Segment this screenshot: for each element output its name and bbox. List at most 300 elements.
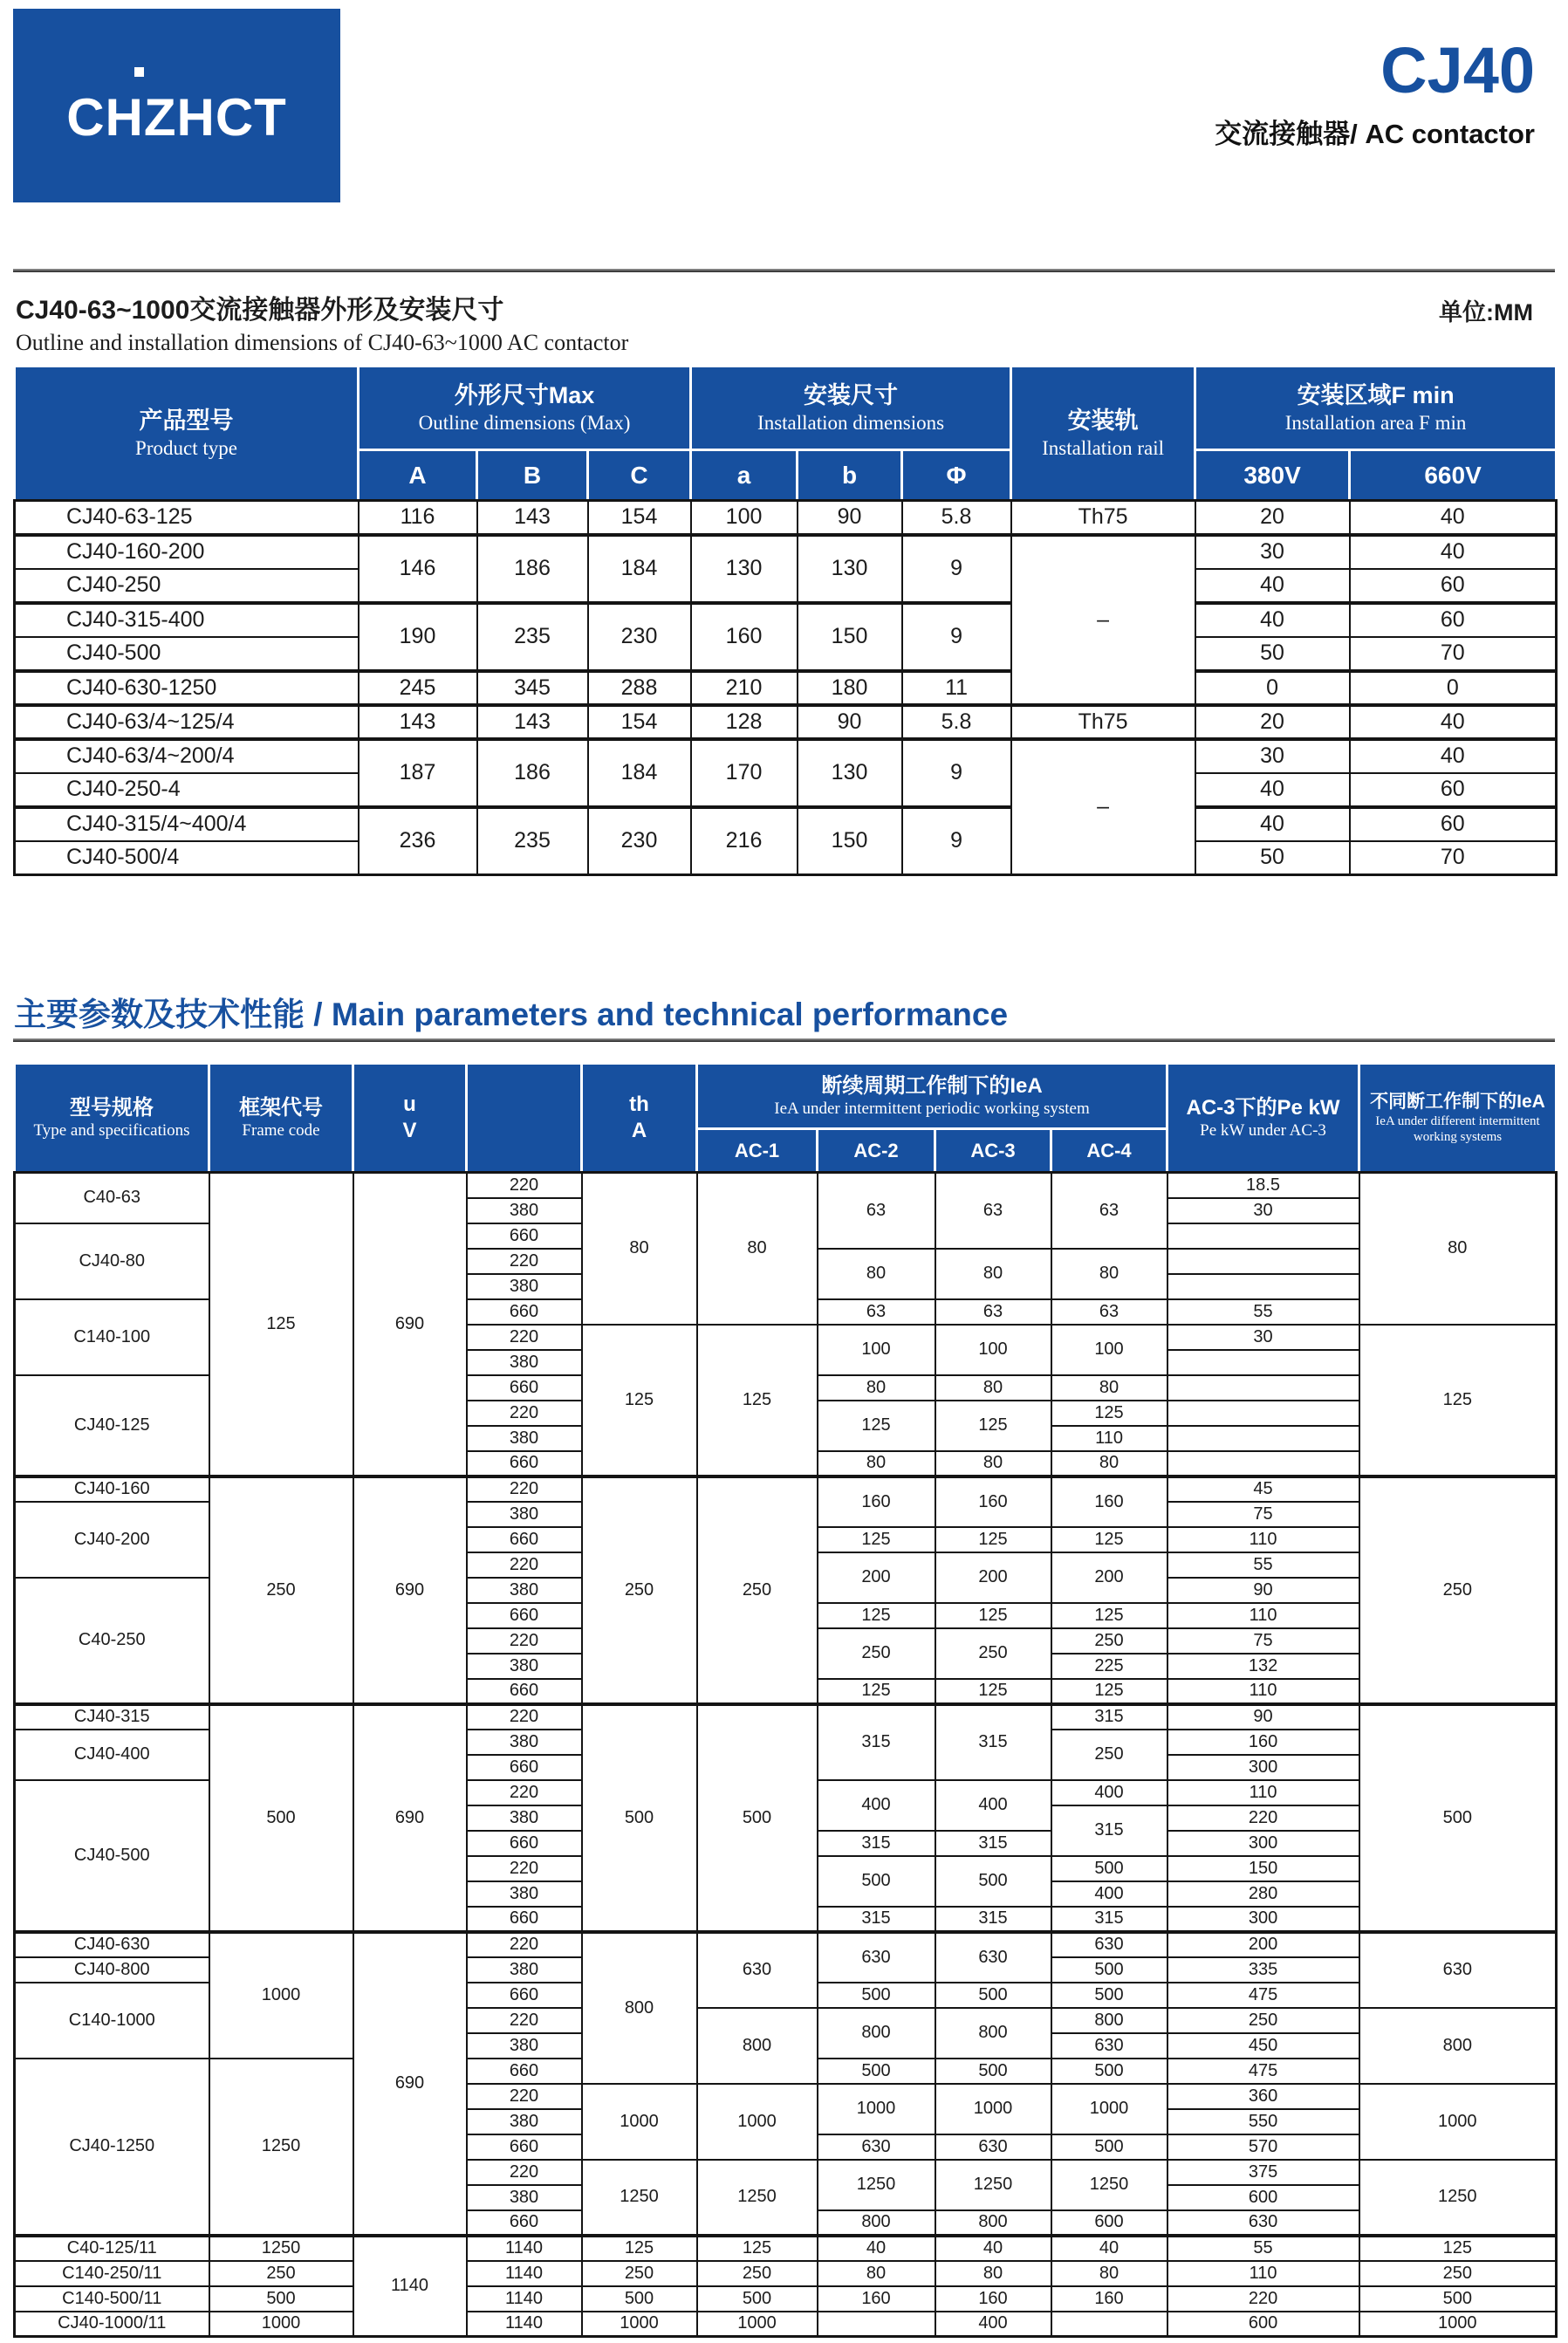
cell: 380 bbox=[467, 1730, 582, 1755]
cell: 132 bbox=[1167, 1654, 1359, 1679]
param-row-31 bbox=[15, 1932, 1557, 1957]
cell: 220 bbox=[467, 1401, 582, 1426]
cell: 190 bbox=[359, 603, 477, 671]
group-intermittent-zh: 断续周期工作制下的IeA bbox=[821, 1073, 1043, 1098]
col-ith-line2: A bbox=[631, 1119, 647, 1142]
group-intermittent-en: IeA under intermittent periodic working system bbox=[774, 1099, 1090, 1118]
cell: 60 bbox=[1350, 603, 1557, 637]
cell: 1000 bbox=[582, 2312, 697, 2337]
cell: 125 bbox=[697, 2236, 818, 2261]
cell: 160 bbox=[1051, 1476, 1167, 1527]
cell: 380 bbox=[467, 1654, 582, 1679]
cell: 500 bbox=[582, 1704, 697, 1932]
cell: CJ40-200 bbox=[15, 1502, 209, 1578]
group-area-zh: 安装区域F min bbox=[1297, 381, 1455, 408]
cell: 450 bbox=[1167, 2033, 1359, 2059]
cell: 80 bbox=[1051, 1451, 1167, 1476]
cell: 100 bbox=[691, 501, 798, 535]
cell: 11 bbox=[902, 671, 1011, 705]
cell: 154 bbox=[588, 501, 691, 535]
dimensions-table-wrap bbox=[13, 365, 1558, 876]
cell: 380 bbox=[467, 1198, 582, 1223]
cell: 500 bbox=[935, 2059, 1051, 2084]
cell: 63 bbox=[1051, 1173, 1167, 1249]
cell: 400 bbox=[818, 1780, 935, 1831]
cell: 600 bbox=[1051, 2210, 1167, 2236]
param-row-45 bbox=[15, 2286, 1557, 2312]
col-380v: 380V bbox=[1195, 450, 1350, 501]
cell: 1250 bbox=[209, 2059, 353, 2236]
cell: 5.8 bbox=[902, 501, 1011, 535]
cell: 690 bbox=[353, 1476, 467, 1704]
cell: 125 bbox=[818, 1603, 935, 1628]
cell: 220 bbox=[467, 2160, 582, 2185]
brand-logo-text: CHZHCT bbox=[66, 87, 287, 147]
cell: 116 bbox=[359, 501, 477, 535]
cell: 380 bbox=[467, 1502, 582, 1527]
cell bbox=[1167, 1350, 1359, 1375]
param-header-row-1 bbox=[15, 1064, 1557, 1129]
cell: 80 bbox=[935, 2261, 1051, 2286]
cell: CJ40-250 bbox=[15, 569, 359, 603]
cell: 315 bbox=[935, 1907, 1051, 1932]
cell: 200 bbox=[935, 1552, 1051, 1603]
col-product-type bbox=[15, 367, 359, 501]
cell: 600 bbox=[1167, 2312, 1359, 2337]
col-type-spec-zh: 型号规格 bbox=[70, 1095, 154, 1120]
cell: CJ40-160 bbox=[15, 1476, 209, 1502]
cell: CJ40-630 bbox=[15, 1932, 209, 1957]
cell: 220 bbox=[1167, 1805, 1359, 1831]
cell: 60 bbox=[1350, 569, 1557, 603]
cell: 500 bbox=[209, 1704, 353, 1932]
cell: 143 bbox=[477, 705, 588, 739]
cell: 110 bbox=[1167, 2261, 1359, 2286]
cell: 250 bbox=[209, 1476, 353, 1704]
cell: 160 bbox=[1051, 2286, 1167, 2312]
cell: 160 bbox=[818, 1476, 935, 1527]
cell: CJ40-160-200 bbox=[15, 535, 359, 569]
cell: 75 bbox=[1167, 1628, 1359, 1654]
cell: 225 bbox=[1051, 1654, 1167, 1679]
param-row-46 bbox=[15, 2312, 1557, 2337]
cell: 9 bbox=[902, 535, 1011, 603]
section1-title-en: Outline and installation dimensions of CJ40-63~1000 AC contactor bbox=[16, 330, 629, 355]
cell: 110 bbox=[1167, 1780, 1359, 1805]
cell: 220 bbox=[467, 1325, 582, 1350]
cell: 80 bbox=[1359, 1173, 1557, 1325]
cell: 200 bbox=[818, 1552, 935, 1603]
cell: 146 bbox=[359, 535, 477, 603]
cell: 250 bbox=[935, 1628, 1051, 1679]
cell: 160 bbox=[1167, 1730, 1359, 1755]
cell: 690 bbox=[353, 1173, 467, 1476]
cell: 500 bbox=[1359, 2286, 1557, 2312]
cell: 63 bbox=[935, 1299, 1051, 1325]
cell: 550 bbox=[1167, 2109, 1359, 2134]
cell: CJ40-250-4 bbox=[15, 773, 359, 807]
cell: 475 bbox=[1167, 1983, 1359, 2008]
cell: 380 bbox=[467, 2109, 582, 2134]
cell: 40 bbox=[1350, 705, 1557, 739]
cell: 315 bbox=[818, 1907, 935, 1932]
cell: 660 bbox=[467, 1907, 582, 1932]
cell: 110 bbox=[1167, 1527, 1359, 1552]
cell: CJ40-80 bbox=[15, 1223, 209, 1299]
cell: 200 bbox=[1051, 1552, 1167, 1603]
cell: 500 bbox=[1359, 1704, 1557, 1932]
cell bbox=[1167, 1249, 1359, 1274]
cell: 380 bbox=[467, 2033, 582, 2059]
col-b: b bbox=[798, 450, 902, 501]
cell: 125 bbox=[935, 1401, 1051, 1451]
cell: 800 bbox=[1359, 2008, 1557, 2084]
cell: 45 bbox=[1167, 1476, 1359, 1502]
dim-row-2 bbox=[15, 535, 1557, 569]
cell: 30 bbox=[1195, 739, 1350, 773]
cell: C40-250 bbox=[15, 1578, 209, 1704]
cell: CJ40-500/4 bbox=[15, 841, 359, 875]
cell: CJ40-315-400 bbox=[15, 603, 359, 637]
cell: 125 bbox=[1051, 1679, 1167, 1704]
cell: 20 bbox=[1195, 501, 1350, 535]
cell: 315 bbox=[935, 1704, 1051, 1780]
cell: Th75 bbox=[1011, 705, 1195, 739]
dim-table-body bbox=[15, 501, 1557, 875]
cell: 380 bbox=[467, 1426, 582, 1451]
cell: 154 bbox=[588, 705, 691, 739]
cell: 630 bbox=[1359, 1932, 1557, 2008]
cell: C140-1000 bbox=[15, 1983, 209, 2059]
cell: 500 bbox=[1051, 1856, 1167, 1881]
dim-row-7 bbox=[15, 705, 1557, 739]
cell: 9 bbox=[902, 739, 1011, 807]
col-a: a bbox=[691, 450, 798, 501]
group-outline bbox=[359, 367, 691, 450]
cell: 186 bbox=[477, 739, 588, 807]
divider-middle bbox=[13, 1038, 1555, 1042]
cell: 130 bbox=[798, 739, 902, 807]
param-row-43 bbox=[15, 2236, 1557, 2261]
cell: 90 bbox=[798, 705, 902, 739]
col-rail-en: Installation rail bbox=[1042, 436, 1164, 459]
dimensions-table bbox=[13, 365, 1558, 876]
cell: 125 bbox=[209, 1173, 353, 1476]
cell: 1250 bbox=[935, 2160, 1051, 2210]
cell: 250 bbox=[1051, 1628, 1167, 1654]
cell: CJ40-125 bbox=[15, 1375, 209, 1476]
cell: 40 bbox=[1195, 773, 1350, 807]
cell: 220 bbox=[467, 1628, 582, 1654]
cell: 160 bbox=[935, 1476, 1051, 1527]
cell: 125 bbox=[1359, 1325, 1557, 1476]
cell: 800 bbox=[935, 2008, 1051, 2059]
cell: 160 bbox=[818, 2286, 935, 2312]
cell: 186 bbox=[477, 535, 588, 603]
cell: 90 bbox=[1167, 1578, 1359, 1603]
cell: CJ40-500 bbox=[15, 1780, 209, 1932]
param-row-13 bbox=[15, 1476, 1557, 1502]
cell: 690 bbox=[353, 1932, 467, 2236]
cell: 100 bbox=[1051, 1325, 1167, 1375]
cell: 125 bbox=[697, 1325, 818, 1476]
cell: 1250 bbox=[818, 2160, 935, 2210]
cell: 315 bbox=[935, 1831, 1051, 1856]
cell: 500 bbox=[818, 1856, 935, 1907]
param-row-22 bbox=[15, 1704, 1557, 1730]
cell: 500 bbox=[818, 1983, 935, 2008]
cell: 220 bbox=[467, 1552, 582, 1578]
cell: 1250 bbox=[1051, 2160, 1167, 2210]
cell: 1000 bbox=[1359, 2084, 1557, 2160]
cell: 500 bbox=[582, 2286, 697, 2312]
cell: 9 bbox=[902, 807, 1011, 875]
dim-row-1 bbox=[15, 501, 1557, 535]
cell: 40 bbox=[1350, 739, 1557, 773]
cell: 630 bbox=[1167, 2210, 1359, 2236]
cell: Th75 bbox=[1011, 501, 1195, 535]
cell: 30 bbox=[1167, 1325, 1359, 1350]
cell: 280 bbox=[1167, 1881, 1359, 1907]
cell: 110 bbox=[1167, 1603, 1359, 1628]
cell: 40 bbox=[1195, 807, 1350, 841]
cell: 630 bbox=[818, 2134, 935, 2160]
cell: 125 bbox=[935, 1679, 1051, 1704]
cell: 690 bbox=[353, 1704, 467, 1932]
cell: 184 bbox=[588, 535, 691, 603]
cell: 55 bbox=[1167, 1299, 1359, 1325]
cell: 110 bbox=[1051, 1426, 1167, 1451]
cell: 40 bbox=[818, 2236, 935, 2261]
cell: 570 bbox=[1167, 2134, 1359, 2160]
col-ith-line1: th bbox=[629, 1093, 649, 1116]
cell: 80 bbox=[582, 1173, 697, 1325]
cell: C40-63 bbox=[15, 1173, 209, 1223]
cell: 30 bbox=[1195, 535, 1350, 569]
cell: CJ40-800 bbox=[15, 1957, 209, 1983]
group-install-en: Installation dimensions bbox=[757, 411, 945, 434]
cell: 9 bbox=[902, 603, 1011, 671]
cell: 500 bbox=[935, 1983, 1051, 2008]
cell: 630 bbox=[697, 1932, 818, 2008]
param-table-body bbox=[15, 1173, 1557, 2337]
cell: 660 bbox=[467, 1603, 582, 1628]
cell: 345 bbox=[477, 671, 588, 705]
cell: 184 bbox=[588, 739, 691, 807]
cell bbox=[1167, 1223, 1359, 1249]
section1-title bbox=[16, 288, 628, 356]
cell: 63 bbox=[935, 1173, 1051, 1249]
group-intermittent bbox=[697, 1064, 1167, 1129]
title-block bbox=[1215, 34, 1535, 151]
cell: 75 bbox=[1167, 1502, 1359, 1527]
cell: 125 bbox=[1359, 2236, 1557, 2261]
cell: 80 bbox=[1051, 1375, 1167, 1401]
cell: 400 bbox=[1051, 1881, 1167, 1907]
cell: 1000 bbox=[697, 2312, 818, 2337]
cell: 1000 bbox=[935, 2084, 1051, 2134]
cell: 50 bbox=[1195, 841, 1350, 875]
col-type-spec bbox=[15, 1064, 209, 1173]
cell: 500 bbox=[697, 2286, 818, 2312]
cell: 250 bbox=[582, 2261, 697, 2286]
dim-row-10 bbox=[15, 807, 1557, 841]
cell: 0 bbox=[1350, 671, 1557, 705]
cell: 125 bbox=[582, 2236, 697, 2261]
cell: 300 bbox=[1167, 1831, 1359, 1856]
cell: 660 bbox=[467, 1755, 582, 1780]
cell: 40 bbox=[1195, 603, 1350, 637]
dim-row-8 bbox=[15, 739, 1557, 773]
cell: CJ40-1250 bbox=[15, 2059, 209, 2236]
cell: 80 bbox=[1051, 1249, 1167, 1299]
cell: 60 bbox=[1350, 807, 1557, 841]
cell: 400 bbox=[935, 2312, 1051, 2337]
col-pe-zh: AC-3下的Pe kW bbox=[1186, 1095, 1340, 1120]
cell: 80 bbox=[818, 2261, 935, 2286]
col-660v: 660V bbox=[1350, 450, 1557, 501]
col-ac4: AC-4 bbox=[1051, 1129, 1167, 1173]
cell: 40 bbox=[1195, 569, 1350, 603]
col-A: A bbox=[359, 450, 477, 501]
brand-logo-box bbox=[13, 9, 340, 202]
cell: C40-125/11 bbox=[15, 2236, 209, 2261]
cell: 40 bbox=[1051, 2236, 1167, 2261]
cell: 250 bbox=[1359, 2261, 1557, 2286]
dim-row-4 bbox=[15, 603, 1557, 637]
group-area bbox=[1195, 367, 1557, 450]
cell: 80 bbox=[818, 1375, 935, 1401]
param-row-44 bbox=[15, 2261, 1557, 2286]
cell: 125 bbox=[582, 1325, 697, 1476]
cell: 1140 bbox=[353, 2236, 467, 2337]
cell: 150 bbox=[798, 603, 902, 671]
cell bbox=[1167, 1451, 1359, 1476]
cell: 143 bbox=[359, 705, 477, 739]
unit-note: 单位:MM bbox=[1439, 299, 1533, 325]
cell: 220 bbox=[467, 1249, 582, 1274]
cell: 1140 bbox=[467, 2236, 582, 2261]
cell: 128 bbox=[691, 705, 798, 739]
cell: 1000 bbox=[209, 2312, 353, 2337]
cell: 250 bbox=[1051, 1730, 1167, 1780]
cell: 100 bbox=[935, 1325, 1051, 1375]
col-rail bbox=[1011, 367, 1195, 501]
cell: 660 bbox=[467, 1527, 582, 1552]
col-ie-different-en: IeA under different intermittent working systems bbox=[1375, 1114, 1540, 1145]
cell: 125 bbox=[935, 1603, 1051, 1628]
cell: 250 bbox=[697, 2261, 818, 2286]
cell: 220 bbox=[467, 1173, 582, 1198]
cell: 315 bbox=[1051, 1805, 1167, 1856]
cell: CJ40-500 bbox=[15, 637, 359, 671]
cell: 125 bbox=[1051, 1603, 1167, 1628]
cell: 250 bbox=[1167, 2008, 1359, 2033]
cell: 800 bbox=[818, 2210, 935, 2236]
parameters-table bbox=[13, 1062, 1558, 2338]
col-C: C bbox=[588, 450, 691, 501]
cell: 380 bbox=[467, 1578, 582, 1603]
cell: 100 bbox=[818, 1325, 935, 1375]
cell: 235 bbox=[477, 807, 588, 875]
cell: CJ40-630-1250 bbox=[15, 671, 359, 705]
cell: 63 bbox=[818, 1299, 935, 1325]
cell: 125 bbox=[818, 1679, 935, 1704]
cell: 300 bbox=[1167, 1907, 1359, 1932]
group-area-en: Installation area F min bbox=[1284, 411, 1467, 434]
cell: 1000 bbox=[818, 2084, 935, 2134]
cell: 216 bbox=[691, 807, 798, 875]
cell: 125 bbox=[818, 1527, 935, 1552]
cell: 1250 bbox=[209, 2236, 353, 2261]
cell: 380 bbox=[467, 1881, 582, 1907]
cell: 660 bbox=[467, 1679, 582, 1704]
group-outline-zh: 外形尺寸Max bbox=[454, 381, 595, 408]
cell: 660 bbox=[467, 1983, 582, 2008]
cell: 250 bbox=[818, 1628, 935, 1679]
cell bbox=[1167, 1274, 1359, 1299]
cell: 1250 bbox=[697, 2160, 818, 2236]
cell: 80 bbox=[818, 1249, 935, 1299]
cell: 1000 bbox=[582, 2084, 697, 2160]
col-voltage-blank bbox=[467, 1064, 582, 1173]
cell: 40 bbox=[1350, 501, 1557, 535]
cell: 250 bbox=[209, 2261, 353, 2286]
cell: 1000 bbox=[1359, 2312, 1557, 2337]
cell: 55 bbox=[1167, 2236, 1359, 2261]
cell: 220 bbox=[467, 1476, 582, 1502]
cell: 1140 bbox=[467, 2261, 582, 2286]
cell: 630 bbox=[818, 1932, 935, 1983]
cell: 500 bbox=[1051, 1983, 1167, 2008]
col-frame-code-zh: 框架代号 bbox=[239, 1095, 323, 1120]
cell: 125 bbox=[1051, 1401, 1167, 1426]
cell: 475 bbox=[1167, 2059, 1359, 2084]
cell: 800 bbox=[818, 2008, 935, 2059]
group-install bbox=[691, 367, 1011, 450]
cell: 90 bbox=[1167, 1704, 1359, 1730]
cell: 130 bbox=[691, 535, 798, 603]
cell: 1000 bbox=[209, 1932, 353, 2059]
cell: 380 bbox=[467, 1274, 582, 1299]
cell: 125 bbox=[1051, 1527, 1167, 1552]
cell: 400 bbox=[1051, 1780, 1167, 1805]
col-phi: Φ bbox=[902, 450, 1011, 501]
cell: 187 bbox=[359, 739, 477, 807]
cell: CJ40-400 bbox=[15, 1730, 209, 1780]
cell: 143 bbox=[477, 501, 588, 535]
col-ue-line1: u bbox=[403, 1093, 416, 1116]
cell: 170 bbox=[691, 739, 798, 807]
cell bbox=[1167, 1426, 1359, 1451]
cell: CJ40-315/4~400/4 bbox=[15, 807, 359, 841]
col-ac1: AC-1 bbox=[697, 1129, 818, 1173]
cell: C140-100 bbox=[15, 1299, 209, 1375]
cell: 125 bbox=[935, 1527, 1051, 1552]
cell: 18.5 bbox=[1167, 1173, 1359, 1198]
cell: 125 bbox=[818, 1401, 935, 1451]
col-B: B bbox=[477, 450, 588, 501]
cell: CJ40-1000/11 bbox=[15, 2312, 209, 2337]
cell: 50 bbox=[1195, 637, 1350, 671]
cell: 20 bbox=[1195, 705, 1350, 739]
cell: 40 bbox=[935, 2236, 1051, 2261]
cell: 30 bbox=[1167, 1198, 1359, 1223]
cell: 660 bbox=[467, 2059, 582, 2084]
cell: – bbox=[1011, 739, 1195, 875]
parameters-table-wrap bbox=[13, 1062, 1558, 2338]
cell: 63 bbox=[1051, 1299, 1167, 1325]
